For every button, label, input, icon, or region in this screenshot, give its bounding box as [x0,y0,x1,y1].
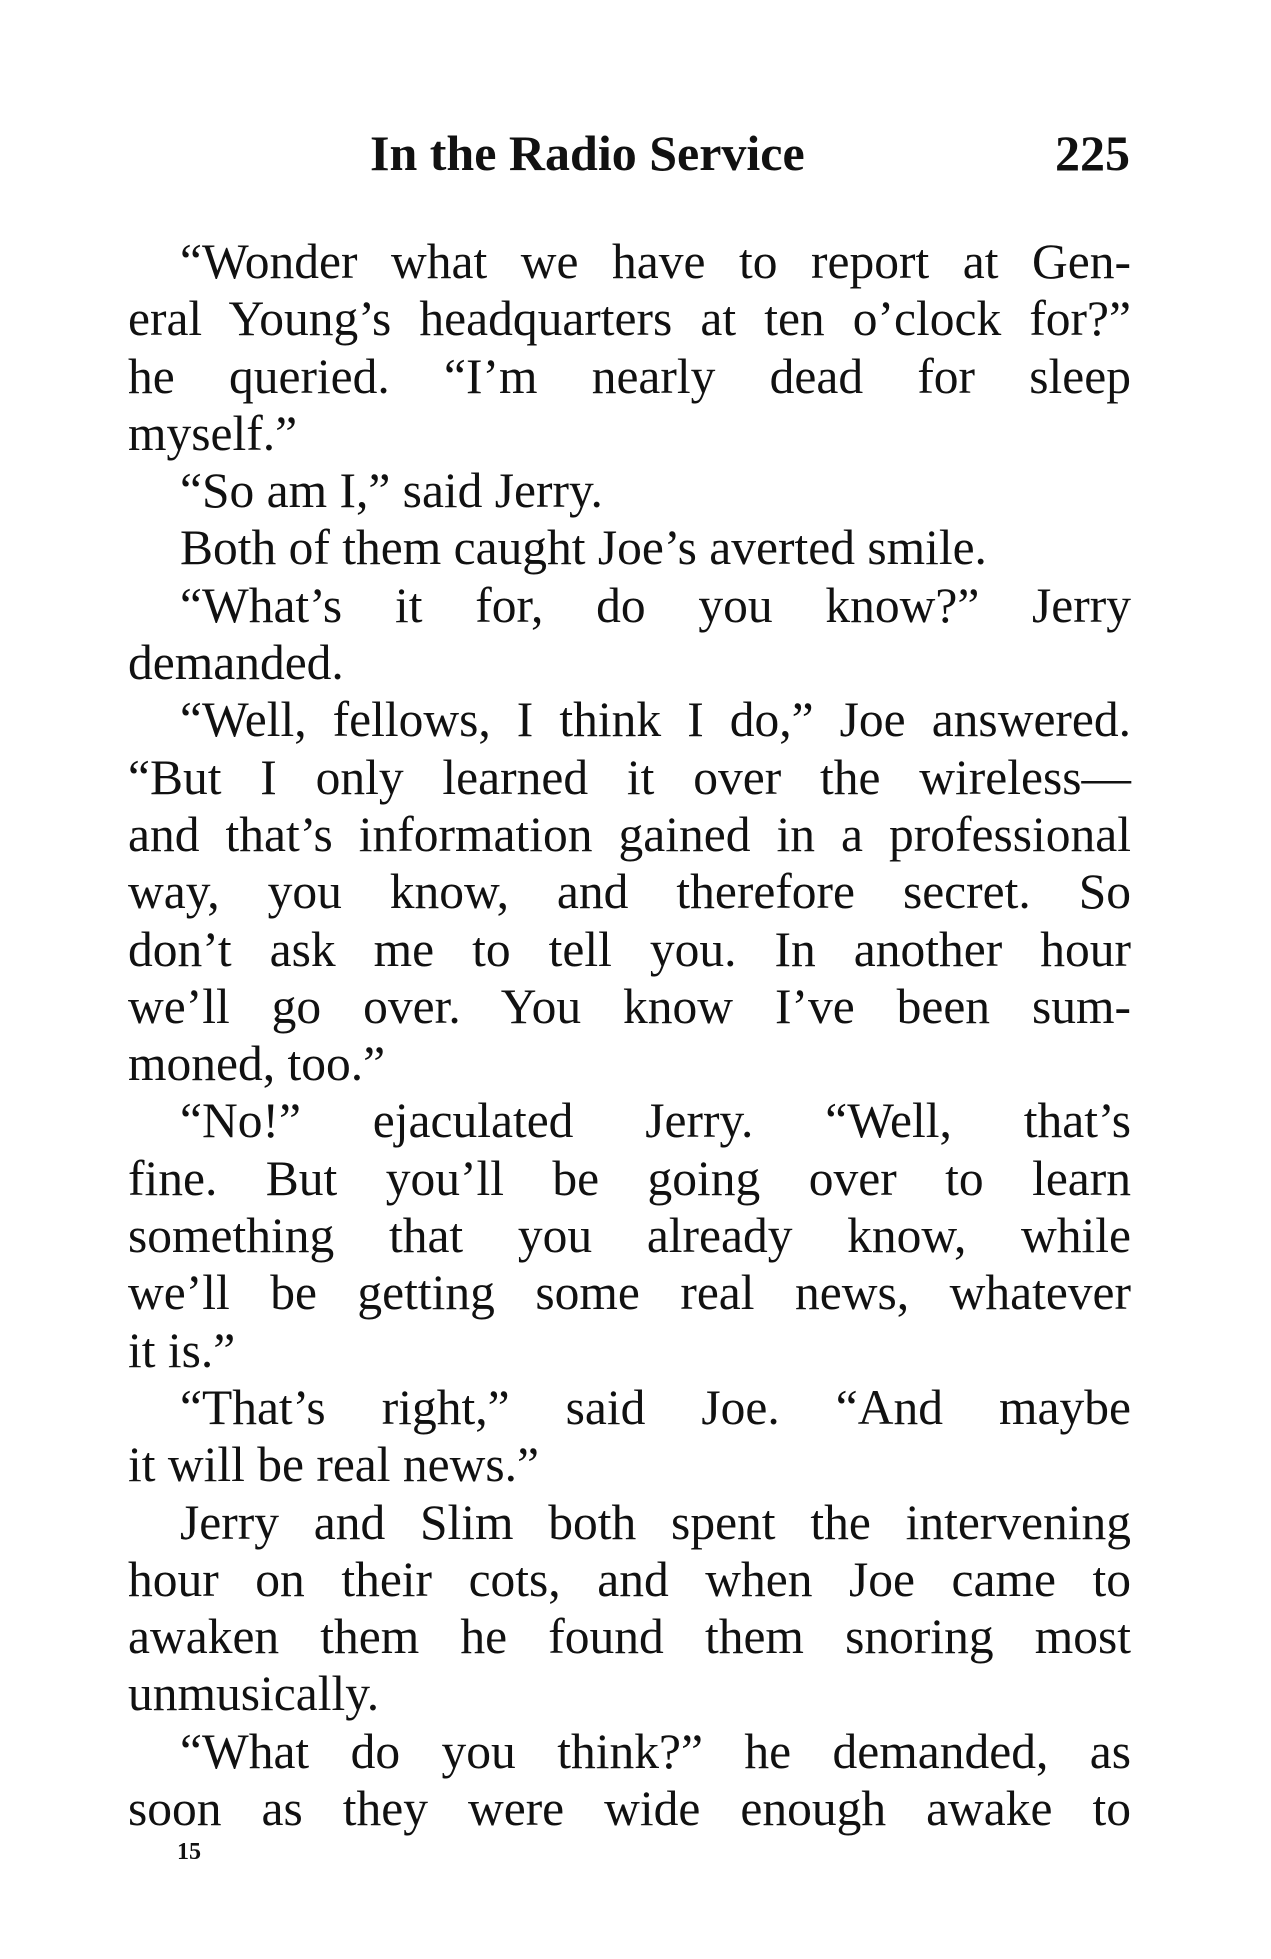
text-line: fine. But you’ll be going over to learn [128,1150,1131,1206]
body-text [128,233,1131,1837]
running-head [370,118,1130,188]
running-title: In the Radio Service [370,125,805,181]
text-line: eral Young’s headquarters at ten o’clock for?” [128,291,1131,347]
text-line: soon as they were wide enough awake to [128,1781,1131,1837]
text-line: “No!” ejaculated Jerry. “Well, that’s [180,1093,1131,1149]
text-line: we’ll be getting some real news, whatever [128,1265,1131,1321]
text-line: awaken them he found them snoring most [128,1609,1131,1665]
text-line: “Well, fellows, I think I do,” Joe answered. [180,692,1131,748]
text-line: and that’s information gained in a professional [128,806,1131,862]
text-line: unmusically. [128,1666,380,1722]
text-line: it will be real news.” [128,1437,539,1493]
text-line: he queried. “I’m nearly dead for sleep [128,348,1131,404]
text-line: hour on their cots, and when Joe came to [128,1551,1131,1607]
text-line: “What do you think?” he demanded, as [180,1723,1131,1779]
text-line: something that you already know, while [128,1208,1131,1264]
text-line: “What’s it for, do you know?” Jerry [180,577,1131,633]
text-line: moned, too.” [128,1036,386,1092]
signature-mark: 15 [177,1839,201,1865]
text-line: we’ll go over. You know I’ve been sum- [128,978,1131,1034]
text-line: “That’s right,” said Joe. “And maybe [180,1379,1131,1435]
text-line: demanded. [128,635,344,691]
text-line: don’t ask me to tell you. In another hour [128,921,1131,977]
text-line: way, you know, and therefore secret. So [128,864,1131,920]
text-line: it is.” [128,1322,236,1378]
text-line: “So am I,” said Jerry. [180,463,603,519]
text-line: Both of them caught Joe’s averted smile. [180,520,987,576]
text-line: Jerry and Slim both spent the intervening [180,1494,1131,1550]
text-line: myself.” [128,405,298,461]
text-line: “But I only learned it over the wireless— [128,749,1131,805]
page-number: 225 [1055,125,1130,181]
text-line: “Wonder what we have to report at Gen- [180,234,1131,289]
